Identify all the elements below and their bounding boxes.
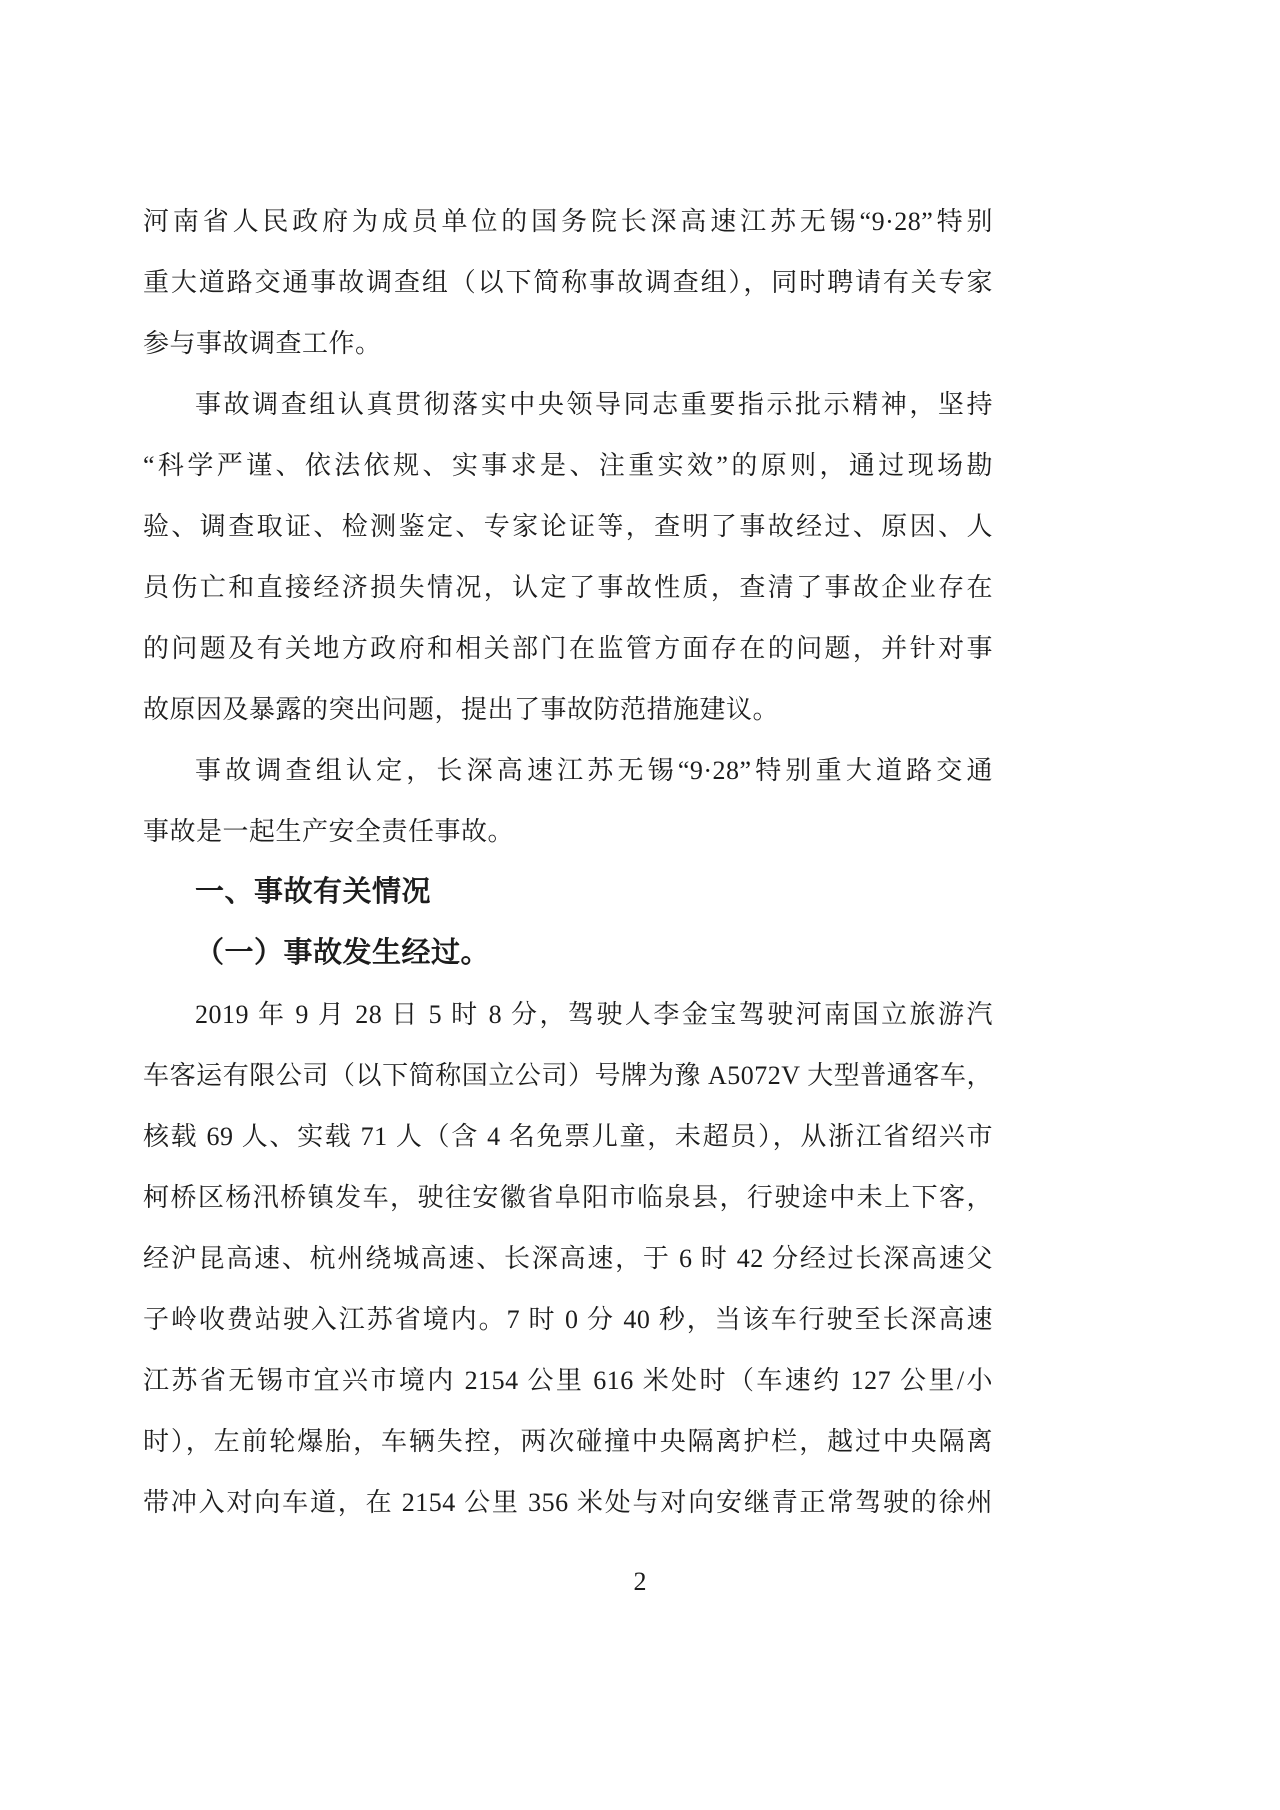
paragraph-3: [143, 740, 993, 862]
text-line: 的问题及有关地方政府和相关部门在监管方面存在的问题，并针对事: [143, 634, 993, 663]
text-line: 事故调查组认定，长深高速江苏无锡“9·28”特别重大道路交通: [195, 756, 993, 785]
text-line: 河南省人民政府为成员单位的国务院长深高速江苏无锡“9·28”特别: [143, 207, 993, 236]
subsection-heading: （一）事故发生经过。: [195, 937, 491, 969]
paragraph-1: [143, 191, 993, 374]
text-line: 2019 年 9 月 28 日 5 时 8 分，驾驶人李金宝驾驶河南国立旅游汽: [195, 1000, 993, 1029]
text-line: 事故调查组认真贯彻落实中央领导同志重要指示批示精神，坚持: [195, 390, 993, 419]
paragraph-4: [143, 984, 993, 1533]
text-line: 柯桥区杨汛桥镇发车，驶往安徽省阜阳市临泉县，行驶途中未上下客，: [143, 1183, 993, 1212]
text-line: 江苏省无锡市宜兴市境内 2154 公里 616 米处时（车速约 127 公里/小: [143, 1366, 993, 1395]
text-line: “科学严谨、依法依规、实事求是、注重实效”的原则，通过现场勘: [143, 451, 993, 480]
text-line: 员伤亡和直接经济损失情况，认定了事故性质，查清了事故企业存在: [143, 573, 993, 602]
text-line: 经沪昆高速、杭州绕城高速、长深高速，于 6 时 42 分经过长深高速父: [143, 1244, 993, 1273]
text-line: 核载 69 人、实载 71 人（含 4 名免票儿童，未超员），从浙江省绍兴市: [143, 1122, 993, 1151]
text-line: 重大道路交通事故调查组（以下简称事故调查组），同时聘请有关专家: [143, 268, 993, 297]
text-line: 验、调查取证、检测鉴定、专家论证等，查明了事故经过、原因、人: [143, 512, 993, 541]
text-line: 带冲入对向车道，在 2154 公里 356 米处与对向安继青正常驾驶的徐州: [143, 1488, 993, 1517]
text-line: 时），左前轮爆胎，车辆失控，两次碰撞中央隔离护栏，越过中央隔离: [143, 1427, 993, 1456]
page-number: 2: [633, 1567, 647, 1596]
section-heading: 一、事故有关情况: [195, 876, 432, 908]
text-line: 子岭收费站驶入江苏省境内。7 时 0 分 40 秒，当该车行驶至长深高速: [143, 1305, 993, 1334]
text-line: 参与事故调查工作。: [143, 329, 382, 358]
text-line: 车客运有限公司（以下简称国立公司）号牌为豫 A5072V 大型普通客车，: [143, 1061, 993, 1090]
text-line: 事故是一起生产安全责任事故。: [143, 817, 515, 846]
document-body: [143, 191, 993, 1533]
paragraph-2: [143, 374, 993, 740]
text-line: 故原因及暴露的突出问题，提出了事故防范措施建议。: [143, 695, 780, 724]
